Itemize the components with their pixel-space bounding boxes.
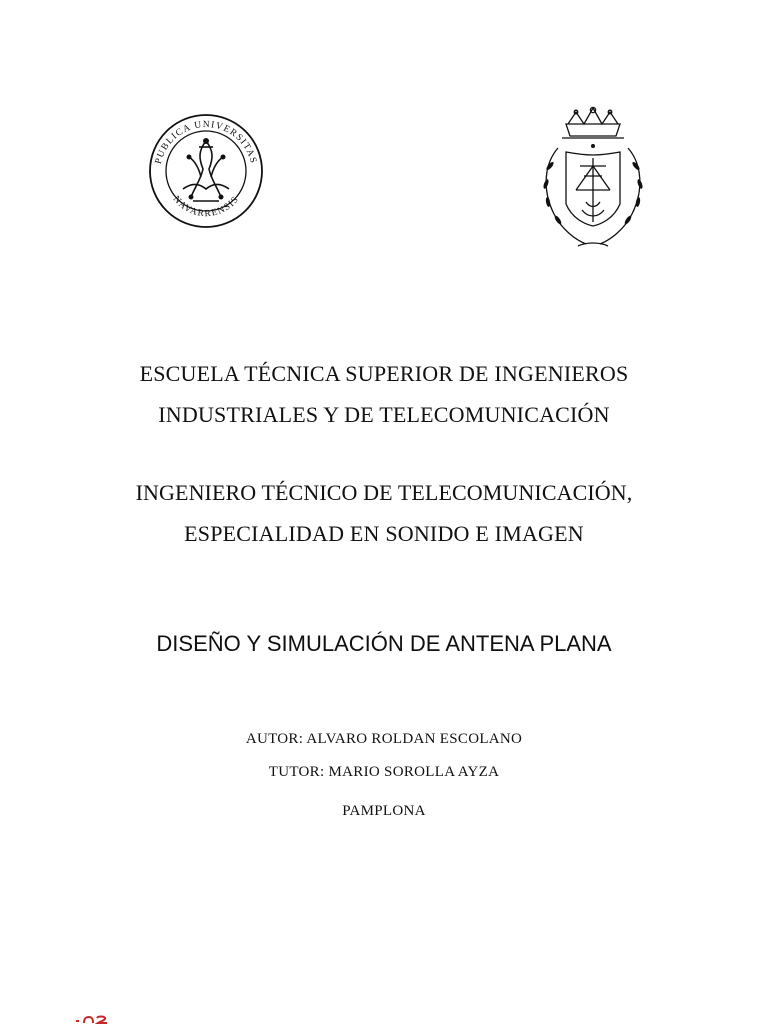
svg-text:NAVARRENSIS: NAVARRENSIS <box>170 194 242 220</box>
university-seal-logo <box>143 113 269 229</box>
school-name-line-2: INDUSTRIALES Y DE TELECOMUNICACIÓN <box>158 402 610 427</box>
city-line: PAMPLONA <box>342 803 426 819</box>
tutor-line: TUTOR: MARIO SOROLLA AYZA <box>268 764 500 780</box>
university-seal-icon <box>143 113 269 229</box>
degree-line-2: ESPECIALIDAD EN SONIDO E IMAGEN <box>184 521 584 546</box>
thesis-title: DISEÑO Y SIMULACIÓN DE ANTENA PLANA <box>156 631 612 656</box>
crown-emblem-icon <box>528 106 658 252</box>
school-name-line-1: ESCUELA TÉCNICA SUPERIOR DE INGENIEROS <box>139 361 629 386</box>
telecom-emblem-logo <box>528 106 658 252</box>
corner-watermark-icon <box>74 1010 112 1024</box>
svg-text:PUBLICA UNIVERSITAS: PUBLICA UNIVERSITAS <box>153 119 259 166</box>
author-line: AUTOR: ALVARO ROLDAN ESCOLANO <box>245 731 523 747</box>
degree-line-1: INGENIERO TÉCNICO DE TELECOMUNICACIÓN, <box>135 480 633 505</box>
